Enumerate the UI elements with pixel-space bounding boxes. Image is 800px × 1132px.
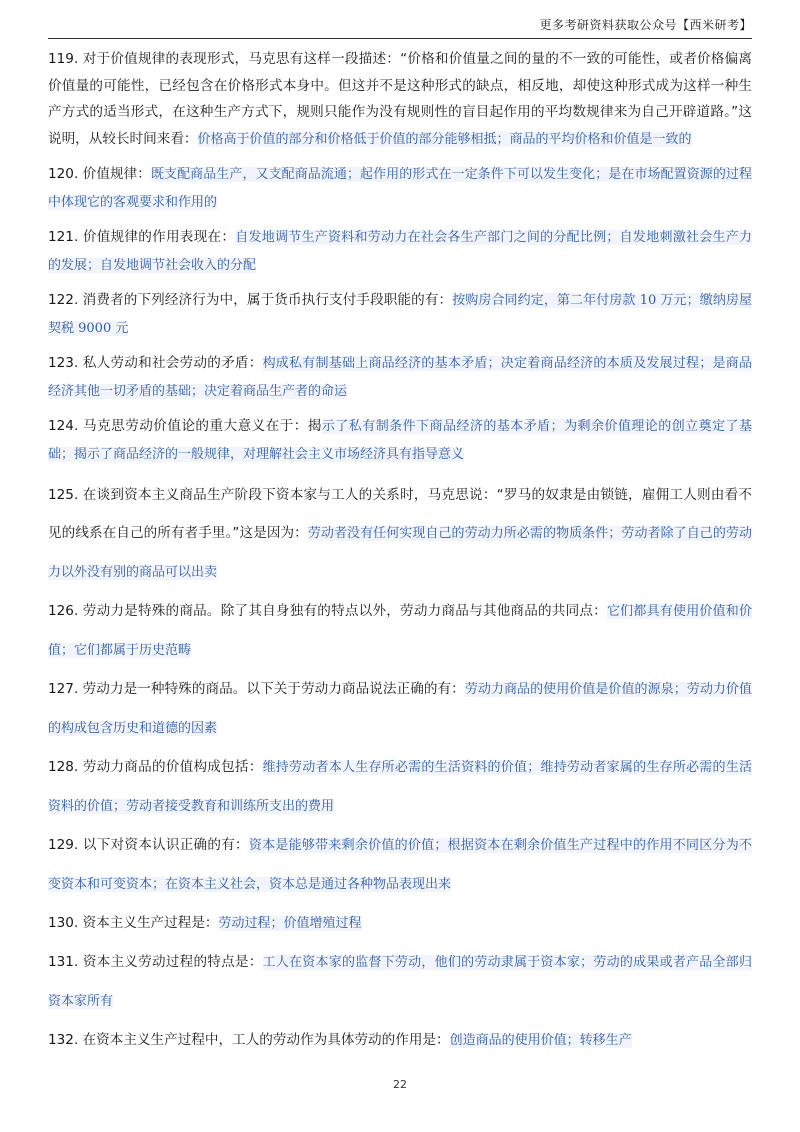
question-126	[48, 592, 752, 670]
question-120	[48, 161, 752, 216]
question-119	[48, 46, 752, 153]
question-text: 119. 对于价值规律的表现形式，马克思有这样一段描述：“价格和价值量之间的量的不一致的可能性，或者价格偏离价值量的可能性，已经包含在价格形式本身中。但这并不是这种形式的缺点，相反地，却使这种形式成为这样一种生产方式的适当形式，在这种生产方式下，规则只能作为没有规则性的盲目起作用的平均数规律来为自己开辟道路。”这说明，从较长时间来看：	[48, 51, 752, 147]
answer-text: 按购房合同约定，第二年付房款 10 万元；缴纳房屋契税 9000 元	[48, 293, 753, 336]
answer-text: 维持劳动者本人生存所必需的生活资料的价值；维持劳动者家属的生存所必需的生活资料的价值；劳动者接受教育和训练所支出的费用	[48, 760, 752, 814]
question-text: 125. 在谈到资本主义商品生产阶段下资本家与工人的关系时，马克思说：“罗马的奴隶是由锁链，雇佣工人则由看不见的线系在自己的所有者手里。”这是因为：	[48, 487, 752, 541]
question-121	[48, 224, 752, 279]
answer-text: 它们都具有使用价值和价值；它们都属于历史范畴	[48, 604, 752, 658]
answer-text: 价格高于价值的部分和价格低于价值的部分能够相抵；商品的平均价格和价值是一致的	[197, 131, 692, 147]
page-header: 更多考研资料获取公众号【西米研考】	[48, 14, 752, 39]
answer-text: 自发地调节生产资料和劳动力在社会各生产部门之间的分配比例；自发地刺激社会生产力的发展；自发地调节社会收入的分配	[48, 230, 752, 273]
question-123	[48, 350, 752, 405]
question-list	[48, 46, 752, 1060]
question-125	[48, 476, 752, 592]
question-131	[48, 943, 752, 1021]
question-129	[48, 826, 752, 904]
question-text: 122. 消费者的下列经济行为中，属于货币执行支付手段职能的有：	[48, 292, 453, 308]
question-text: 128. 劳动力商品的价值构成包括：	[48, 759, 263, 775]
question-122	[48, 287, 752, 342]
answer-text: 资本是能够带来剩余价值的价值；根据资本在剩余价值生产过程中的作用不同区分为不变资本和可变资本；在资本主义社会，资本总是通过各种物品表现出来	[48, 838, 752, 892]
answer-text: 劳动力商品的使用价值是价值的源泉；劳动力价值的构成包含历史和道德的因素	[48, 682, 752, 736]
question-128	[48, 748, 752, 826]
answer-text: 既支配商品生产，又支配商品流通；起作用的形式在一定条件下可以发生变化；是在市场配置资源的过程中体现它的客观要求和作用的	[48, 167, 752, 210]
question-text: 124. 马克思劳动价值论的重大意义在于：揭	[48, 418, 322, 434]
page-number: 22	[393, 1078, 407, 1091]
question-text: 123. 私人劳动和社会劳动的矛盾：	[48, 355, 263, 371]
question-text: 127. 劳动力是一种特殊的商品。以下关于劳动力商品说法正确的有：	[48, 681, 465, 697]
question-text: 132. 在资本主义生产过程中，工人的劳动作为具体劳动的作用是：	[48, 1032, 450, 1048]
question-text: 131. 资本主义劳动过程的特点是：	[48, 954, 263, 970]
answer-text: 劳动过程；价值增殖过程	[218, 916, 362, 931]
answer-text: 示了私有制条件下商品经济的基本矛盾；为剩余价值理论的创立奠定了基础；揭示了商品经济的一般规律，对理解社会主义市场经济具有指导意义	[48, 419, 752, 462]
question-124	[48, 413, 752, 468]
question-text: 120. 价值规律：	[48, 166, 151, 182]
answer-text: 构成私有制基础上商品经济的基本矛盾；决定着商品经济的本质及发展过程；是商品经济其他一切矛盾的基础；决定着商品生产者的命运	[48, 356, 752, 399]
question-text: 121. 价值规律的作用表现在：	[48, 229, 236, 245]
question-text: 130. 资本主义生产过程是：	[48, 915, 219, 931]
question-text: 126. 劳动力是特殊的商品。除了其自身独有的特点以外，劳动力商品与其他商品的共同点：	[48, 603, 607, 619]
question-132	[48, 1021, 752, 1060]
question-text: 129. 以下对资本认识正确的有：	[48, 837, 249, 853]
answer-text: 工人在资本家的监督下劳动，他们的劳动隶属于资本家；劳动的成果或者产品全部归资本家所有	[48, 955, 752, 1009]
question-130	[48, 904, 752, 943]
question-127	[48, 670, 752, 748]
answer-text: 劳动者没有任何实现自己的劳动力所必需的物质条件；劳动者除了自己的劳动力以外没有别的商品可以出卖	[48, 526, 752, 580]
answer-text: 创造商品的使用价值；转移生产	[449, 1033, 632, 1048]
